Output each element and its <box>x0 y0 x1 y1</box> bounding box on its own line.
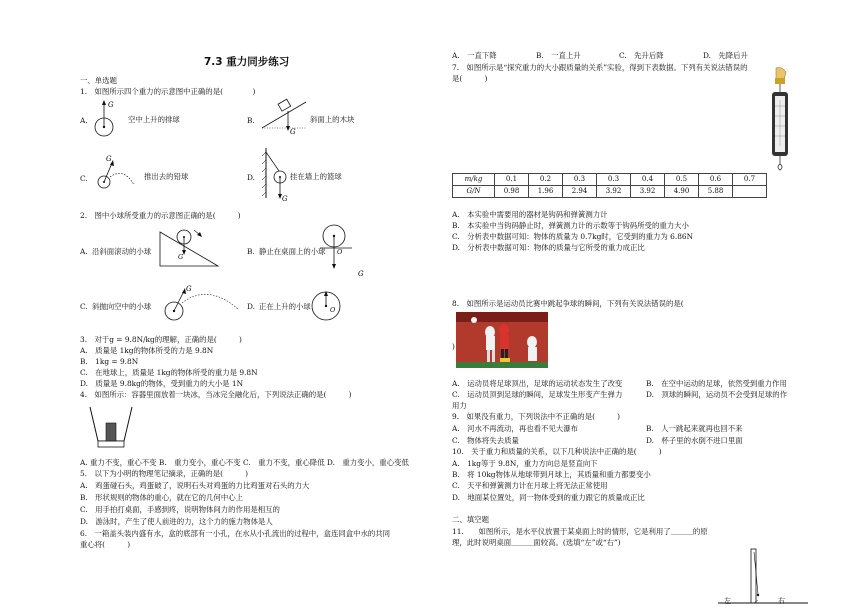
q9-option-d[interactable]: D. 杯子里的水倒不进口里面 <box>646 436 743 445</box>
table-cell: 2.94 <box>563 186 597 198</box>
q4-container-figure <box>86 405 136 449</box>
q8-option-c[interactable]: C. 运动员顶到足球的瞬间，足球发生形变产生弹力 <box>452 390 623 399</box>
q2-a-g-label: G <box>178 253 184 261</box>
q10-option-a[interactable]: A. 1kg等于 9.8N，重力方向总是竖直向下 <box>452 459 598 468</box>
table-header-mass: m/kg <box>453 174 495 186</box>
q1-d-g-label: G <box>282 195 288 203</box>
q8-option-b[interactable]: B. 在空中运动的足球，依然受到重力作用 <box>646 379 787 388</box>
q2-d-label: 正在上升的小球 <box>259 302 311 311</box>
table-cell: 0.7 <box>733 174 767 186</box>
table-cell <box>733 186 767 198</box>
q6-option-a[interactable]: A. 一直下降 <box>452 51 497 60</box>
section-single-choice: 一、单选题 <box>80 76 117 85</box>
q6-option-b[interactable]: B. 一直上升 <box>536 51 581 60</box>
q1-b-label: 斜面上的木块 <box>310 115 355 124</box>
table-cell: 5.88 <box>699 186 733 198</box>
q1-d-label: 挂在墙上的篮球 <box>290 172 342 181</box>
q1-a-label: 空中上升的排球 <box>128 115 180 124</box>
q1-c-label: 推出去的铅球 <box>144 172 189 181</box>
q2-c-figure <box>158 281 248 331</box>
table-row-weight <box>453 186 767 198</box>
q5-option-b[interactable]: B. 形状规则的物体的重心，就在它的几何中心上 <box>80 493 243 502</box>
q10-option-b[interactable]: B. 将 10kg物体从地球带到月球上，其质量和重力都要变小 <box>452 470 651 479</box>
q5-option-c[interactable]: C. 用手拍打桌面，手感到疼，说明物体间力的作用是相互的 <box>80 505 280 514</box>
q1-a-g-label: G <box>108 101 114 109</box>
q1-c-figure <box>94 155 144 195</box>
q8-option-a[interactable]: A. 运动员将足球顶出，足球的运动状态发生了改变 <box>452 379 623 388</box>
level-right-label: 右 <box>778 597 785 605</box>
section-fill-in: 二、填空题 <box>452 515 489 524</box>
q8-paren: ) <box>452 342 455 351</box>
q7-option-c[interactable]: C. 分析表中数据可知：物体的质量为 0.7kg时，它受到的重力为 6.86N <box>452 232 694 241</box>
q2-b-g-label: G <box>358 270 364 278</box>
q9-option-b[interactable]: B. 人一跳起来就再也回不来 <box>646 424 743 433</box>
table-cell: 0.4 <box>631 174 665 186</box>
q1-stem: 1. 如图所示四个重力的示意图中正确的是( ) <box>80 87 256 96</box>
table-cell: 1.96 <box>529 186 563 198</box>
q8-option-d-cont: 用力 <box>452 401 467 410</box>
q2-b-label: 静止在桌面上的小球 <box>259 247 326 256</box>
q1-option-a[interactable]: A. <box>80 116 88 125</box>
q11-line2: 理，此时说明桌面＿＿＿面较高。(选填“左”或“右”) <box>452 538 621 547</box>
q8-stem: 8. 如图所示是运动员比赛中跳起争球的瞬间，下列有关说法错误的是( <box>452 299 684 308</box>
table-row-mass <box>453 174 767 186</box>
spring-scale-figure <box>762 66 796 174</box>
q4-options[interactable]: A. 重力不变，重心不变 B. 重力变小，重心不变 C. 重力不变，重心降低 D. 重力变小，重心变低 <box>80 458 409 467</box>
q2-option-c[interactable]: C. <box>80 302 88 311</box>
table-cell: 0.2 <box>529 174 563 186</box>
q9-option-c[interactable]: C. 物体将失去质量 <box>452 436 519 445</box>
table-cell: 3.92 <box>597 186 631 198</box>
q2-a-figure <box>156 222 222 270</box>
q6-option-c[interactable]: C. 先升后降 <box>619 51 664 60</box>
q5-option-d[interactable]: D. 游泳时，产生了使人前进的力，这个力的施力物体是人 <box>80 517 273 526</box>
q11-line1: 11. 如图所示，是水平仪放置于某桌面上时的情形，它是利用了＿＿＿的原 <box>452 527 708 536</box>
q2-b-figure <box>318 220 368 282</box>
q7-line2: 是( ) <box>452 74 488 83</box>
q1-b-figure <box>260 98 310 138</box>
q10-option-c[interactable]: C. 天平和弹簧测力计在月球上将无法正常使用 <box>452 481 608 490</box>
table-cell: 3.92 <box>631 186 665 198</box>
page-title: 7.3 重力同步练习 <box>204 56 290 68</box>
q7-data-table <box>452 173 767 198</box>
q2-c-label: 斜抛向空中的小球 <box>92 302 152 311</box>
q1-a-figure <box>92 97 132 139</box>
table-cell: 0.98 <box>495 186 529 198</box>
q10-stem: 10. 关于重力和质量的关系，以下几种说法中正确的是( ) <box>452 447 662 456</box>
q1-c-g-label: G <box>106 155 112 163</box>
level-instrument-figure <box>718 548 810 606</box>
q6-line2: 重心将( ) <box>80 540 131 549</box>
q2-c-g-label: G <box>186 285 192 293</box>
table-cell: 0.3 <box>563 174 597 186</box>
level-left-label: 左 <box>724 597 731 605</box>
q2-d-o-label: O <box>330 306 336 314</box>
table-cell: 0.6 <box>699 174 733 186</box>
q1-option-d[interactable]: D. <box>247 173 256 182</box>
q1-option-c[interactable]: C. <box>80 174 88 183</box>
q4-stem: 4. 如图所示：容器里面放着一块冰，当冰完全融化后，下列说法正确的是( ) <box>80 390 352 399</box>
q8-option-d[interactable]: D. 顶球的瞬间，运动员不会受到足球的作 <box>646 390 788 399</box>
q3-stem: 3. 对于g = 9.8N/kg的理解，正确的是( ) <box>80 335 242 344</box>
table-cell: 0.5 <box>665 174 699 186</box>
q2-d-figure <box>308 288 348 328</box>
q3-option-a[interactable]: A. 质量是 1kg的物体所受的力是 9.8N <box>80 346 214 355</box>
table-cell: 0.1 <box>495 174 529 186</box>
q7-option-b[interactable]: B. 本实验中当钩码静止时，弹簧测力计的示数等于钩码所受的重力大小 <box>452 221 689 230</box>
q2-option-b[interactable]: B. <box>247 247 255 256</box>
table-cell: 4.90 <box>665 186 699 198</box>
q3-option-b[interactable]: B. 1kg = 9.8N <box>80 357 139 366</box>
q2-option-d[interactable]: D. <box>247 302 256 311</box>
q6-option-d[interactable]: D. 先降后升 <box>703 51 748 60</box>
q7-option-d[interactable]: D. 分析表中数据可知：物体的质量与它所受的重力成正比 <box>452 243 645 252</box>
q9-stem: 9. 如果没有重力，下列说法中不正确的是( ) <box>452 412 621 421</box>
q2-option-a[interactable]: A. <box>80 247 88 256</box>
soccer-header-photo <box>456 312 548 368</box>
q9-option-a[interactable]: A. 河水不再流动，再也看不见大瀑布 <box>452 424 578 433</box>
q5-stem: 5. 以下为小明的物理笔记摘录，正确的是( ) <box>80 469 249 478</box>
q10-option-d[interactable]: D. 地面某位置处，同一物体受到的重力跟它的质量成正比 <box>452 493 645 502</box>
q3-option-c[interactable]: C. 在地球上，质量是 1kg的物体所受的重力是 9.8N <box>80 368 258 377</box>
q7-line1: 7. 如图所示是“探究重力的大小跟质量的关系”实验，得到下表数据。下列有关说法错误的 <box>452 63 748 72</box>
q2-stem: 2. 图中小球所受重力的示意图正确的是( ) <box>80 211 241 220</box>
q1-b-g-label: G <box>290 128 296 136</box>
q1-option-b[interactable]: B. <box>247 116 255 125</box>
q6-line1: 6. 一箱盖头装内盛有水，盒的底部有一小孔，在水从小孔流出的过程中，盒连同盒中水的共同 <box>80 529 391 538</box>
q5-option-a[interactable]: A. 鸡蛋碰石头，鸡蛋破了，说明石头对鸡蛋的力比鸡蛋对石头的力大 <box>80 481 310 490</box>
table-header-weight: G/N <box>453 186 495 198</box>
q7-option-a[interactable]: A. 本实验中需要用的器材是钩码和弹簧测力计 <box>452 210 608 219</box>
q2-a-label: 沿斜面滚动的小球 <box>92 247 152 256</box>
q2-b-o-label: O <box>337 248 343 256</box>
q3-option-d[interactable]: D. 质量是 9.8kg的物体，受到重力的大小是 1N <box>80 379 244 388</box>
table-cell: 0.3 <box>597 174 631 186</box>
